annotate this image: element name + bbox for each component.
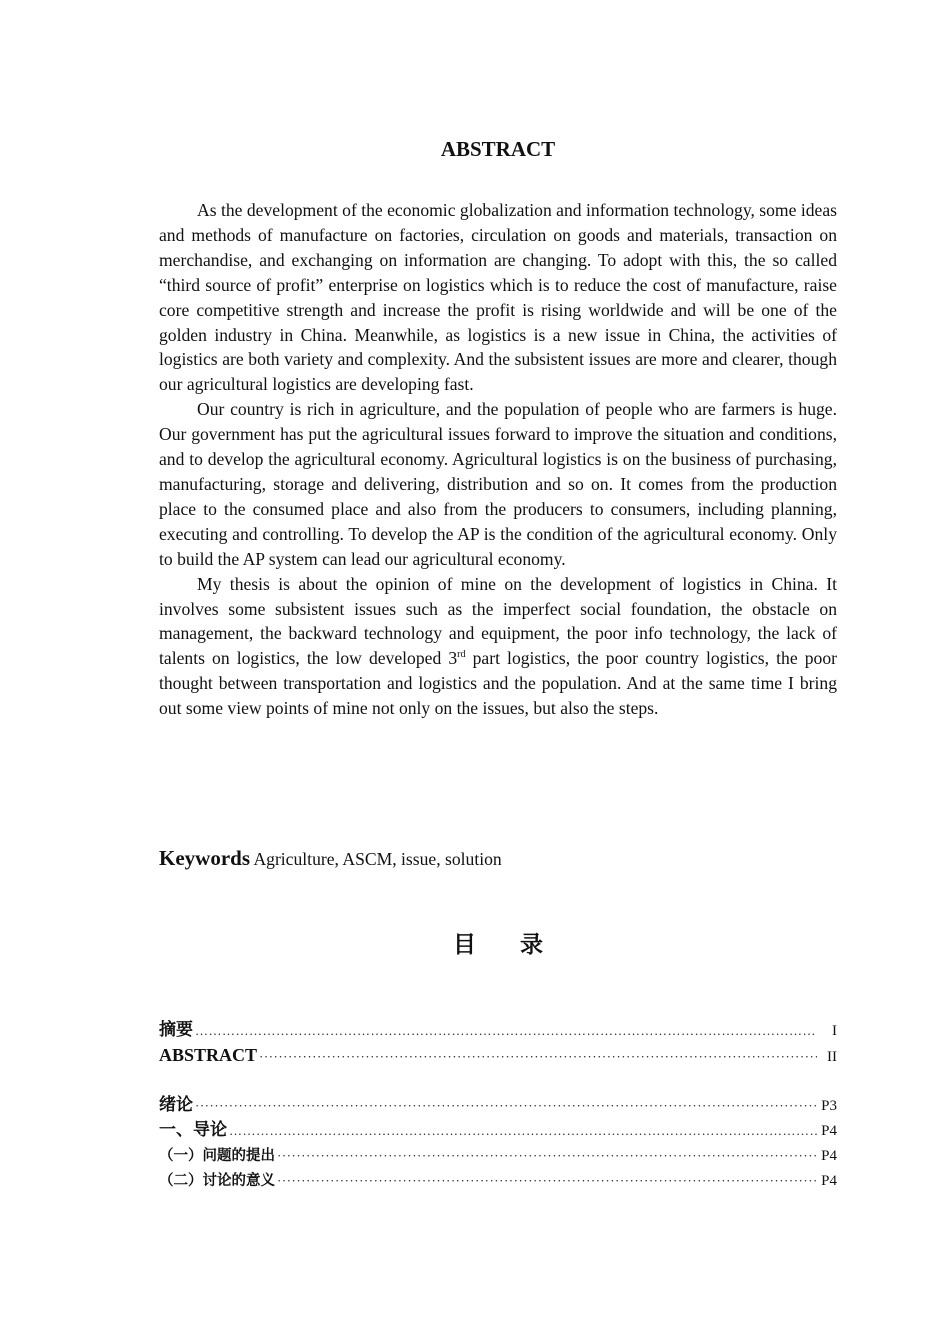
- toc-entry-abstract-cn[interactable]: [159, 1018, 837, 1043]
- abstract-paragraph-3-part-2: part logistics, the poor country logistics, the poor thought between transportation and logistics and the population. And at the same time I bring out some view points of mine not only on the issues, but also the steps.: [159, 648, 837, 719]
- ordinal-suffix: rd: [457, 649, 466, 661]
- toc-entry-section-1-2[interactable]: [159, 1168, 837, 1193]
- abstract-title: ABSTRACT: [440, 137, 556, 161]
- abstract-paragraph-2: Our country is rich in agriculture, and the population of people who are farmers is huge. Our government has put the agricultural issues forward to improve the situation and conditions, and to develop the agricultural economy. Agricultural logistics is on the business of purchasing, manufacturing, storage and delivering, distribution and so on. It comes from the production place to the consumed place and also from the producers to consumers, including planning, executing and controlling. To develop the AP is the condition of the agricultural economy. Only to build the AP system can lead our agricultural economy.: [159, 399, 837, 569]
- table-of-contents: [159, 1018, 837, 1193]
- toc-title-char-1: 目: [453, 932, 476, 958]
- toc-leader-dots: [259, 1044, 817, 1068]
- keywords-label: Keywords: [159, 846, 250, 870]
- toc-entry-label: 绪论: [159, 1095, 193, 1115]
- toc-title-char-2: 录: [520, 932, 543, 958]
- toc-leader-dots: [195, 1093, 817, 1118]
- toc-title: [159, 928, 837, 962]
- toc-entry-label: 摘要: [159, 1020, 193, 1040]
- abstract-body: [159, 198, 837, 721]
- toc-entry-label: 一、导论: [159, 1120, 227, 1140]
- keywords-text: Agriculture, ASCM, issue, solution: [253, 849, 502, 869]
- abstract-paragraph-3: [159, 572, 837, 721]
- toc-entry-page: P4: [821, 1148, 837, 1164]
- toc-entry-page: P3: [821, 1098, 837, 1114]
- toc-entry-page: I: [832, 1023, 837, 1039]
- toc-leader-dots: [229, 1118, 817, 1143]
- toc-leader-dots: [277, 1168, 817, 1193]
- toc-entry-introduction[interactable]: [159, 1093, 837, 1118]
- toc-entry-label: （二）讨论的意义: [159, 1173, 275, 1189]
- toc-leader-dots: [277, 1143, 817, 1168]
- toc-entry-section-1-1[interactable]: [159, 1143, 837, 1168]
- toc-entry-chapter-1[interactable]: [159, 1118, 837, 1143]
- abstract-paragraph-1: As the development of the economic globalization and information technology, some ideas and methods of manufacture on factories, circulation on goods and materials, transaction on merchandise, and exchanging on information are changing. To adopt with this, the so called “third source of profit” enterprise on logistics which is to reduce the cost of manufacture, raise core competitive strength and increase the profit is rising worldwide and will be one of the golden industry in China. Meanwhile, as logistics is a new issue in China, the activities of logistics are both variety and complexity. And the subsistent issues are more and clearer, though our agricultural logistics are developing fast.: [159, 200, 837, 395]
- toc-entry-page: P4: [821, 1123, 837, 1139]
- toc-leader-dots: [195, 1018, 817, 1043]
- toc-entry-label: （一）问题的提出: [159, 1148, 275, 1164]
- toc-entry-page: P4: [821, 1173, 837, 1189]
- toc-entry-page: II: [827, 1049, 837, 1065]
- toc-entry-label: ABSTRACT: [159, 1045, 258, 1065]
- toc-entry-abstract-en[interactable]: [159, 1043, 837, 1068]
- keywords-line: [159, 844, 837, 873]
- abstract-paragraph-3-part-1: My thesis is about the opinion of mine on the development of logistics in China. It involves some subsistent issues such as the imperfect social foundation, the obstacle on management, the backward technology and equipment, the poor info technology, the lack of talents on logistics, the low developed 3: [159, 573, 837, 669]
